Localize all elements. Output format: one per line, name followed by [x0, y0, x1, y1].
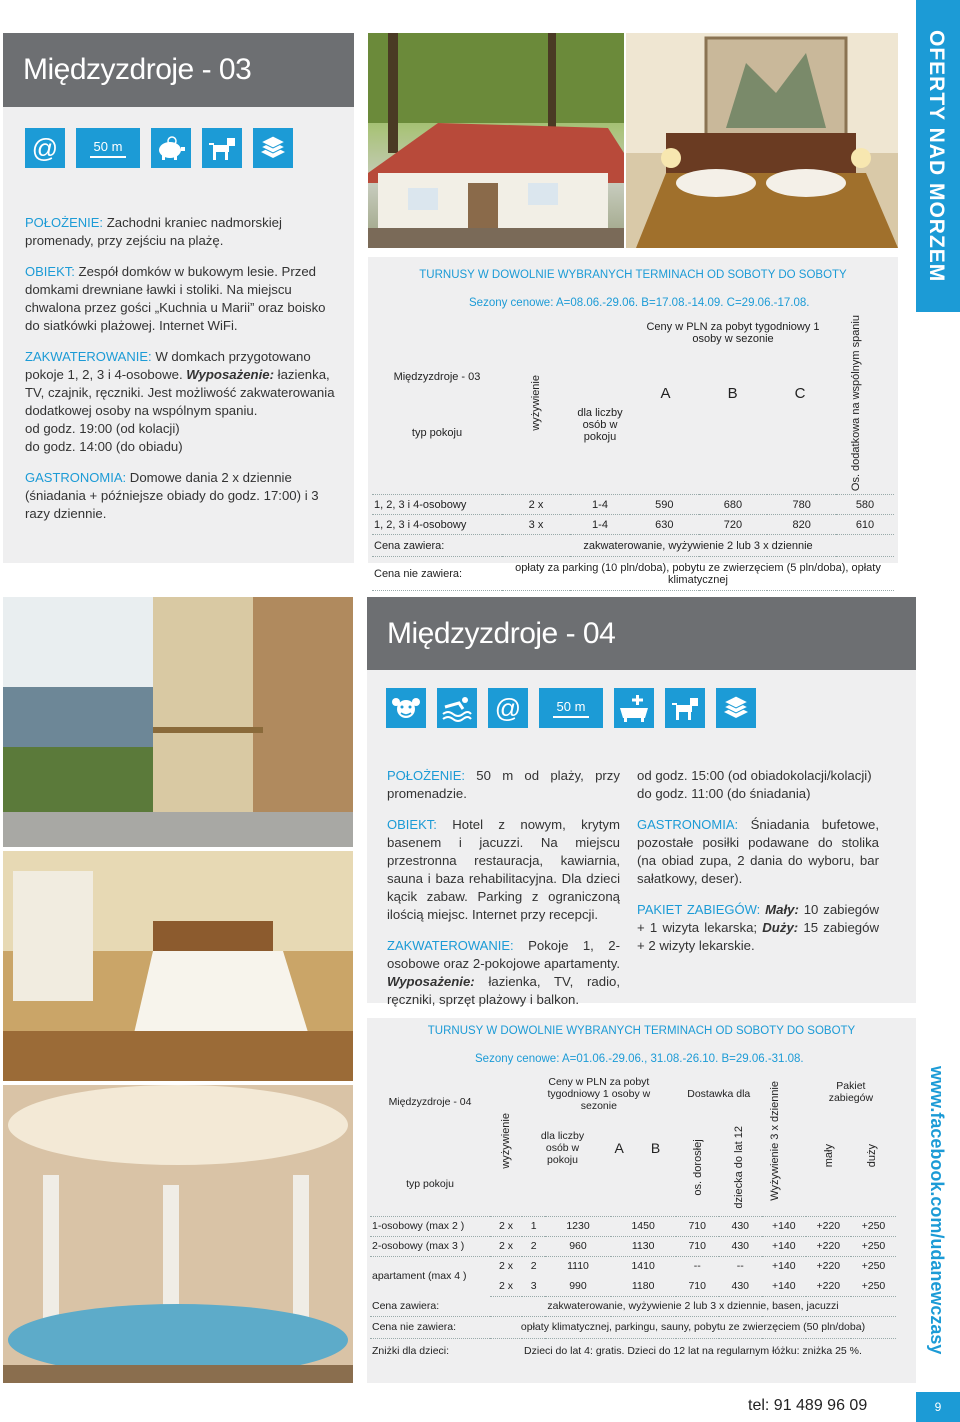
section1-table-title: TURNUSY W DOWOLNIE WYBRANYCH TERMINACH OD SOBOTY DO SOBOTY [419, 269, 847, 281]
bedroom-photo [626, 33, 898, 248]
cell-a: 1230 [545, 1216, 610, 1236]
excludes-text: opłaty klimatycznej, parkingu, sauny, pobytu ze zwierzęciem (50 pln/doba) [490, 1316, 896, 1338]
accommodation-text: Pokoje 1, 2-osobowe oraz 2-pokojowe apartamenty. [387, 938, 620, 971]
section2-left-column [387, 767, 620, 1022]
phone-number: tel: 91 489 96 09 [748, 1397, 868, 1414]
cell-type: 1, 2, 3 i 4-osobowy [372, 495, 502, 515]
section1-icons [25, 128, 293, 168]
header-meals-cell [490, 1070, 522, 1216]
side-title: OFERTY NAD MORZEM [925, 30, 948, 283]
includes-row [370, 1296, 896, 1316]
gastro-label: GASTRONOMIA: [25, 470, 127, 485]
section1-title: Międzyzdroje - 03 [3, 33, 354, 107]
table-header-package: Pakiet zabiegów [828, 1080, 874, 1104]
table-row [370, 1236, 896, 1256]
location-paragraph [387, 767, 620, 803]
page-number-box [916, 1392, 960, 1422]
season-c: C [794, 385, 806, 402]
cell-small: +220 [806, 1236, 851, 1256]
header-supp-cell [676, 1070, 762, 1216]
package-label: PAKIET ZABIEGÓW: [637, 902, 761, 917]
cell-meals3: +140 [762, 1236, 806, 1256]
season-a: A [660, 385, 671, 402]
equipment-label: Wyposażenie: [186, 367, 274, 382]
object-paragraph [387, 816, 620, 924]
includes-text: zakwaterowanie, wyżywienie 2 lub 3 x dziennie [502, 535, 894, 557]
equipment-text: łazienka, TV, czajnik, ręczniki. Jest możliwość zakwaterowania dodatkowej osoby na wspólnym spaniu. [25, 367, 335, 418]
cell-c: 820 [767, 515, 836, 535]
includes-text: zakwaterowanie, wyżywienie 2 lub 3 x dziennie, basen, jacuzzi [490, 1296, 896, 1316]
cell-b: 1450 [611, 1216, 676, 1236]
header-meals-cell [502, 315, 570, 495]
hotel-room-photo [3, 851, 353, 1081]
section1-description [25, 214, 335, 536]
distance-badge: 50 m [90, 139, 127, 158]
cell-persons: 1-4 [570, 515, 630, 535]
dog-icon [665, 688, 705, 728]
section1-season: Sezony cenowe: A=08.06.-29.06. B=17.08.-14.09. C=29.06.-17.08. [469, 297, 810, 309]
header-prices-cell [522, 1070, 676, 1216]
cell-meals: 2 x [502, 495, 570, 515]
cell-adult: -- [693, 1260, 701, 1273]
cell-adult: 710 [676, 1276, 719, 1296]
section2-title: Międzyzdroje - 04 [367, 597, 916, 670]
cell-persons: 2 [530, 1260, 537, 1273]
header-extra-cell [836, 315, 894, 495]
cell-meals3: +140 [762, 1216, 806, 1236]
cell-a: 1110 [567, 1260, 589, 1273]
excludes-row [372, 557, 894, 591]
section2-price-table [370, 1070, 896, 1364]
table-header-type: typ pokoju [406, 1177, 454, 1190]
excludes-row [370, 1316, 896, 1338]
package-paragraph [637, 901, 879, 955]
object-text: Hotel z nowym, krytym basenem i jacuzzi. Na miejscu przestronna restauracja, kawiarnia, sauna i baza rehabilitacyjna. Dla dzieci kącik zabaw. Parking z ograniczoną ilością miejsc. Internet przy recepcji. [387, 817, 620, 922]
price-subheaders [524, 1130, 674, 1166]
package-big-label: Duży: [762, 920, 799, 935]
table-header-persons: dla liczby osób w pokoju [540, 1130, 585, 1166]
cell-a: 630 [630, 515, 699, 535]
section2-right-column [637, 767, 879, 968]
cell-big: +250 [851, 1216, 896, 1236]
cell-adult: 710 [676, 1216, 719, 1236]
cell-small: +220 [806, 1216, 851, 1236]
table-row [370, 1256, 896, 1276]
cell-meals: 2 x [498, 1260, 513, 1273]
towels-icon [253, 128, 293, 168]
section2-season: Sezony cenowe: A=01.06.-29.06., 31.08.-26.10. B=29.06.-31.08. [475, 1053, 804, 1065]
excludes-label: Cena nie zawiera: [370, 1316, 490, 1338]
cell-small: +220 [816, 1260, 841, 1273]
gastro-paragraph [637, 816, 879, 888]
season-b: B [727, 385, 738, 402]
table-header-adult: os. dorosłej [692, 1139, 705, 1196]
cell-meals: 3 x [502, 515, 570, 535]
season-b: B [650, 1140, 661, 1156]
cell-extra: 610 [836, 515, 894, 535]
cell-big: +250 [851, 1236, 896, 1256]
object-paragraph [25, 263, 335, 335]
cell-extra: 580 [836, 495, 894, 515]
equipment-label: Wyposażenie: [387, 974, 475, 989]
location-text: 50 m od plaży, przy promenadzie. [387, 768, 620, 801]
table-header-supp: Dostawka dla [687, 1088, 751, 1100]
table-header-child: dziecka do lat 12 [733, 1126, 746, 1209]
table-row [372, 515, 894, 535]
distance-badge: 50 m [553, 699, 590, 718]
facebook-link[interactable]: www.facebook.com/udanewczasy [927, 1066, 947, 1355]
discounts-text: Dzieci do lat 4: gratis. Dzieci do 12 lat na regularnym łóżku: zniżka 25 %. [524, 1345, 862, 1358]
accommodation-paragraph [387, 937, 620, 1009]
distance-icon [539, 688, 603, 728]
header-package-cell [806, 1070, 896, 1216]
table-header-row [372, 315, 894, 495]
discounts-row [370, 1338, 896, 1364]
distance-icon [76, 128, 140, 168]
cell-meals: 2 x [490, 1236, 522, 1256]
table-header-name: Międzyzdroje - 03 [393, 370, 481, 383]
section1-price-table [372, 315, 894, 625]
accommodation-label: ZAKWATEROWANIE: [387, 938, 514, 953]
checkin-time: od godz. 19:00 (od kolacji) [25, 421, 180, 436]
table-header-meals3: Wyżywienie 3 x dziennie [768, 1081, 781, 1202]
checkout-time: do godz. 11:00 (do śniadania) [637, 786, 811, 801]
cell-persons: 1-4 [570, 495, 630, 515]
package-small-label: Mały: [765, 902, 799, 917]
package-big-text: 15 zabiegów + 2 wizyty lekarskie. [637, 920, 879, 953]
at-icon: @ [25, 128, 65, 168]
location-paragraph [25, 214, 335, 250]
table-header-type: typ pokoju [411, 426, 463, 439]
cell-type: 2-osobowy (max 3 ) [370, 1236, 490, 1256]
at-icon: @ [488, 688, 528, 728]
location-label: POŁOŻENIE: [25, 215, 104, 230]
table-header-big: duży [866, 1144, 879, 1168]
table-header-small: mały [823, 1144, 836, 1168]
cell-b: 1180 [611, 1276, 676, 1296]
swimming-icon [437, 688, 477, 728]
package-small-text: 10 zabiegów + 1 wizyta lekarska; [637, 902, 879, 935]
excludes-text: opłaty za parking (10 pln/doba), pobytu ze zwierzęciem (5 pln/doba), opłaty klimatycznej [502, 557, 894, 591]
discounts-label: Zniżki dla dzieci: [372, 1345, 450, 1358]
table-row [372, 495, 894, 515]
checkout-time: do godz. 14:00 (do obiadu) [25, 439, 183, 454]
accommodation-paragraph [25, 348, 335, 420]
section2-table-title: TURNUSY W DOWOLNIE WYBRANYCH TERMINACH OD SOBOTY DO SOBOTY [427, 1025, 856, 1037]
object-text: Zespół domków w bukowym lesie. Przed domkami drewniane ławki i stoliki. Na miejscu chwalona przez gości „Kuchnia u Marii” oraz boisko do siatkówki plażowej. Internet WiFi. [25, 264, 326, 333]
checkin-time: od godz. 15:00 (od obiadokolacji/kolacji) [637, 768, 872, 783]
gastro-paragraph [25, 469, 335, 523]
object-label: OBIEKT: [387, 817, 437, 832]
gastro-label: GASTRONOMIA: [637, 817, 739, 832]
location-label: POŁOŻENIE: [387, 768, 466, 783]
table-header-meals: wyżywienie [500, 1113, 512, 1170]
cell-a: 990 [545, 1276, 610, 1296]
cell-big: +250 [851, 1276, 896, 1296]
cell-b: 720 [699, 515, 768, 535]
towels-icon [716, 688, 756, 728]
season-letters [632, 385, 834, 402]
object-label: OBIEKT: [25, 264, 75, 279]
table-header-name: Międzyzdroje - 04 [388, 1095, 472, 1108]
cell-type: 1-osobowy (max 2 ) [370, 1216, 490, 1236]
season-a: A [614, 1140, 624, 1156]
includes-row [372, 535, 894, 557]
dog-icon [202, 128, 242, 168]
equipment-text: łazienka, TV, radio, ręczniki, sprzęt plażowy i balkon. [387, 974, 620, 1007]
header-persons-cell [570, 315, 630, 495]
location-text: Zachodni kraniec nadmorskiej promenady, przy zejściu na plażę. [25, 215, 282, 248]
accommodation-label: ZAKWATEROWANIE: [25, 349, 152, 364]
piggy-bank-icon [151, 128, 191, 168]
gastro-text: Domowe dania 2 x dziennie (śniadania + późniejsze obiady do godz. 17:00) i 3 razy dziennie. [25, 470, 319, 521]
page-number: 9 [934, 1400, 942, 1414]
includes-label: Cena zawiera: [370, 1296, 490, 1316]
cell-adult: 710 [676, 1236, 719, 1256]
excludes-label: Cena nie zawiera: [372, 557, 502, 591]
table-header-persons: dla liczby osób w pokoju [577, 406, 623, 443]
cell-big: +250 [861, 1260, 886, 1273]
cell-c: 780 [767, 495, 836, 515]
table-row [370, 1216, 896, 1236]
cell-type: apartament (max 4 ) [372, 1270, 467, 1283]
cell-child: 430 [719, 1236, 762, 1256]
cell-persons: 1 [522, 1216, 545, 1236]
header-meals3-cell [762, 1070, 806, 1216]
cell-meals: 2 x [490, 1216, 522, 1236]
cell-meals3: +140 [771, 1260, 796, 1273]
bathtub-plus-icon [614, 688, 654, 728]
pool-photo [3, 1085, 353, 1383]
cell-child: 430 [719, 1216, 762, 1236]
cell-b: 680 [699, 495, 768, 515]
package-subheaders [808, 1144, 894, 1167]
table-header-meals: wyżywienie [530, 375, 542, 431]
table-header-prices: Ceny w PLN za pobyt tygodniowy 1 osoby w sezonie [547, 1076, 651, 1112]
cell-a: 590 [630, 495, 699, 515]
includes-label: Cena zawiera: [372, 535, 502, 557]
cell-child: 430 [719, 1276, 762, 1296]
clown-icon [386, 688, 426, 728]
supp-subheaders [678, 1126, 760, 1209]
cell-small: +220 [806, 1276, 851, 1296]
cell-b: 1130 [611, 1236, 676, 1256]
cell-persons: 3 [522, 1276, 545, 1296]
header-name-cell [370, 1070, 490, 1216]
cell-child: -- [736, 1260, 744, 1273]
header-name-cell [372, 315, 502, 495]
cell-a: 960 [545, 1236, 610, 1256]
cell-persons: 2 [522, 1236, 545, 1256]
gastro-text: Śniadania bufetowe, pozostałe posiłki podawane do stolika (na obiad zupa, 2 dania do wyboru, bar sałatkowy, deser). [637, 817, 879, 886]
cell-b: 1410 [631, 1260, 655, 1273]
table-header-extra: Os. dodatkowa na wspólnym spaniu [850, 315, 862, 492]
table-header-row [370, 1070, 896, 1216]
section2-icons [386, 688, 756, 728]
balcony-photo [3, 597, 353, 847]
header-prices-cell [630, 315, 836, 495]
accommodation-text: W domkach przygotowano pokoje 1, 2, 3 i 4-osobowe. [25, 349, 311, 382]
cell-type: 1, 2, 3 i 4-osobowy [372, 515, 502, 535]
cell-meals: 2 x [490, 1276, 522, 1296]
table-header-prices: Ceny w PLN za pobyt tygodniowy 1 osoby w sezonie [646, 321, 820, 345]
cell-meals3: +140 [762, 1276, 806, 1296]
cottage-photo [368, 33, 624, 248]
